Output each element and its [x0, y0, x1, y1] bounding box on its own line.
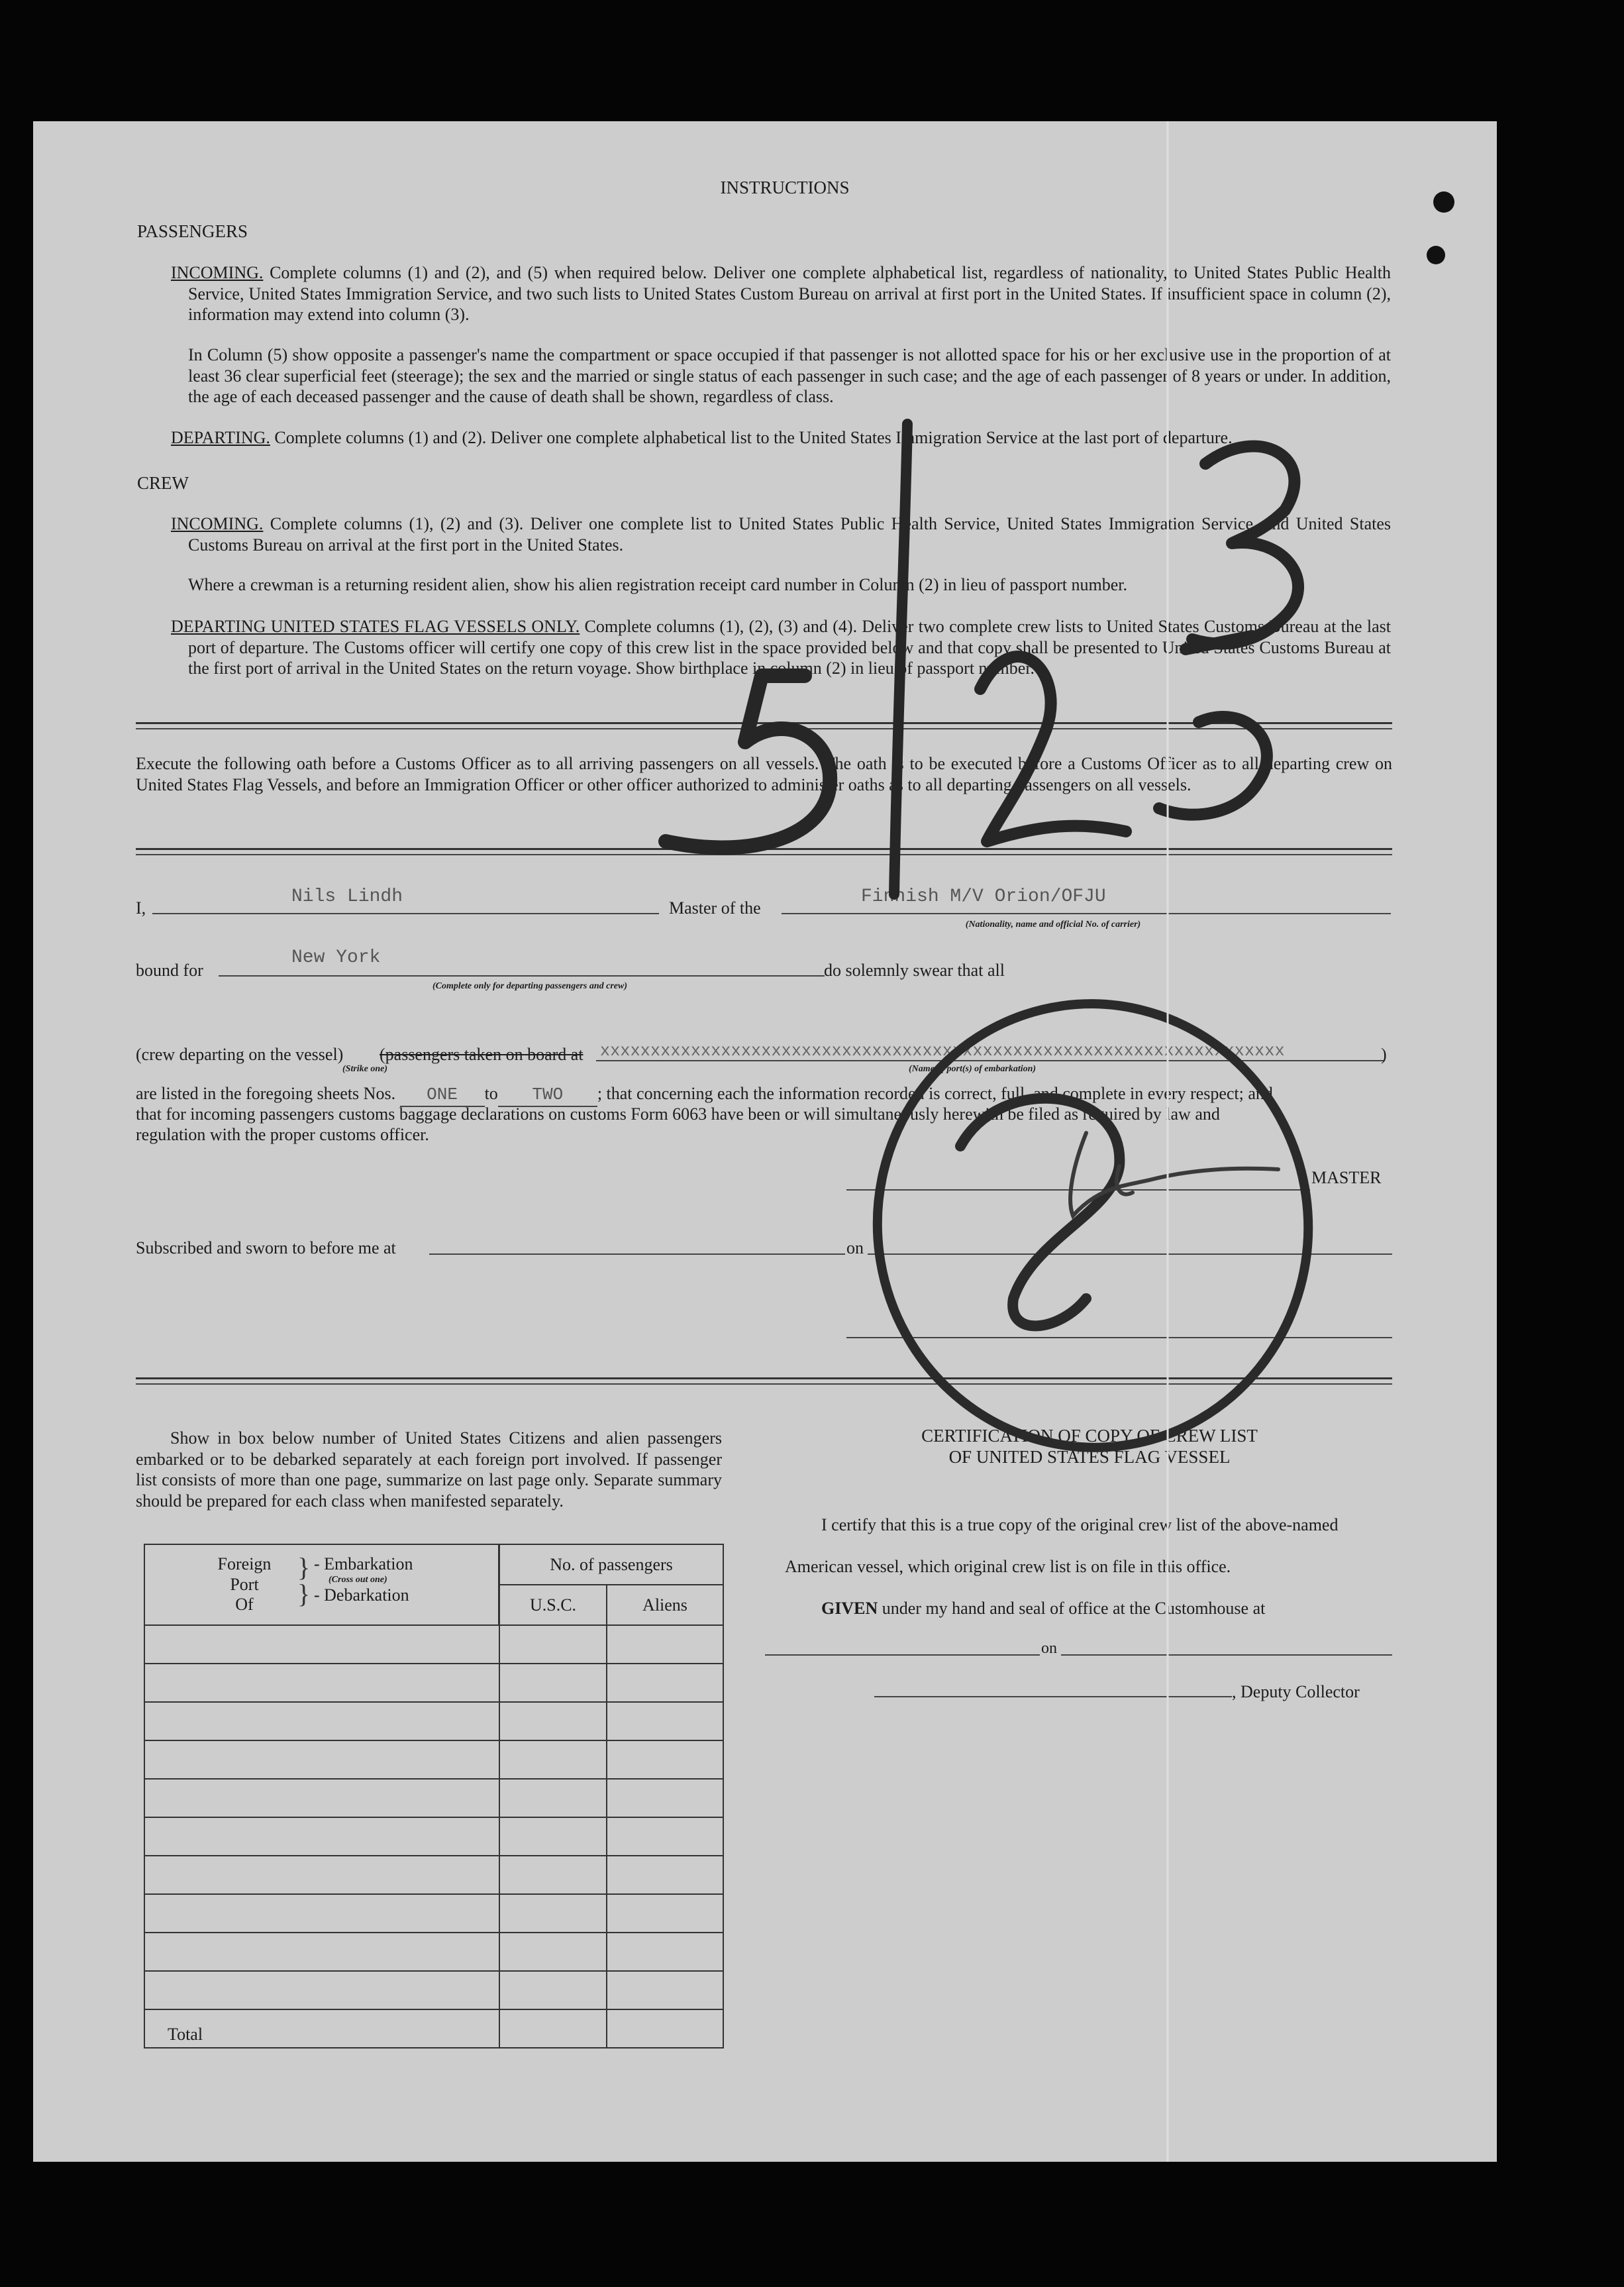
table-row-total	[144, 2009, 723, 2048]
deputy-collector-label: , Deputy Collector	[1232, 1682, 1360, 1701]
sheets-text-1: ; that concerning each the information recorded is correct, full, and complete in every respect; and	[597, 1084, 1273, 1103]
swear-text: do solemnly swear that all	[824, 961, 1005, 980]
total-aliens-cell[interactable]	[607, 2009, 723, 2048]
port-caption: (Name of port(s) of embarkation)	[909, 1064, 1037, 1074]
table-cell-port[interactable]	[144, 1817, 499, 1856]
cross-out-caption: (Cross out one)	[329, 1574, 387, 1585]
foreign-port-header-2: Port	[230, 1574, 259, 1594]
strike-caption: (Strike one)	[342, 1064, 388, 1074]
crew-departing-label: DEPARTING UNITED STATES FLAG VESSELS ONLY.	[171, 617, 580, 636]
crew-departing-text: Complete columns (1), (2), (3) and (4). Deliver two complete crew lists to United States Customs Bureau at the last port of departure. The Customs officer will certify one copy of this crew list in the space provided below and that copy shall be presented to United States Customs Bureau at the first port of arrival in the United States on the return voyage. Show birthplace in column (2) in lieu of passport number.	[188, 617, 1392, 678]
table-cell-usc[interactable]	[499, 1779, 607, 1817]
table-row	[144, 1779, 723, 1817]
crew-heading: CREW	[137, 473, 189, 493]
table-cell-aliens[interactable]	[607, 1817, 723, 1856]
passengers-heading: PASSENGERS	[137, 221, 248, 241]
table-row	[144, 1817, 723, 1856]
foreign-port-header-1: Foreign	[217, 1554, 272, 1573]
table-cell-aliens[interactable]	[607, 1740, 723, 1779]
master-label: MASTER	[1311, 1168, 1382, 1187]
passengers-departing-label: DEPARTING.	[171, 428, 270, 447]
bound-for-caption: (Complete only for departing passengers and crew)	[432, 981, 627, 991]
sheets-line-2: that for incoming passengers customs baggage declarations on customs Form 6063 have been or will simultaneously herewith be filed as required by law and	[136, 1104, 1220, 1124]
subscribed-on-label: on	[846, 1238, 864, 1257]
oath-intro: Execute the following oath before a Customs Officer as to all arriving passengers on all vessels. The oath is to be executed before a Customs Officer as to all departing crew on United States Flag Vessels, and before an Immigration Officer or other officer authorized to administer oaths as to all departing passengers on all vessels.	[136, 754, 1392, 794]
table-cell-aliens[interactable]	[607, 1779, 723, 1817]
table-cell-port[interactable]	[144, 1625, 499, 1664]
master-name-line	[152, 913, 659, 914]
divider	[136, 848, 1392, 850]
table-cell-port[interactable]	[144, 1856, 499, 1894]
crew-incoming-label: INCOMING.	[171, 514, 264, 533]
table-cell-usc[interactable]	[499, 1817, 607, 1856]
table-cell-aliens[interactable]	[607, 1664, 723, 1702]
sheet-from-field: ONE	[427, 1085, 458, 1104]
port-field: xxxxxxxxxxxxxxxxxxxxxxxxxxxxxxxxxxxxxxxxxxxxxxxxxxxxxxxxxxxxxxxxxxxx	[600, 1041, 1285, 1061]
bound-for-line	[219, 975, 825, 977]
table-row	[144, 1894, 723, 1933]
master-signature-line	[846, 1189, 1310, 1191]
bound-for-field: New York	[291, 947, 381, 968]
aliens-header: Aliens	[607, 1585, 723, 1625]
passengers-departing-paragraph	[171, 427, 1391, 449]
table-cell-port[interactable]	[144, 1933, 499, 1971]
divider	[136, 1377, 1392, 1379]
table-row	[144, 1971, 723, 2009]
subscribed-label: Subscribed and sworn to before me at	[136, 1238, 396, 1257]
instructions-title: INSTRUCTIONS	[720, 178, 850, 197]
bound-for-label: bound for	[136, 961, 203, 980]
given-line	[821, 1598, 1265, 1619]
divider	[136, 722, 1392, 724]
table-cell-usc[interactable]	[499, 1856, 607, 1894]
certification-on-label: on	[1041, 1640, 1057, 1657]
table-cell-port[interactable]	[144, 1779, 499, 1817]
table-row	[144, 1740, 723, 1779]
debarkation-label: - Debarkation	[314, 1585, 409, 1605]
sheets-label: are listed in the foregoing sheets Nos.	[136, 1084, 396, 1103]
master-name-field: Nils Lindh	[291, 886, 403, 907]
table-cell-usc[interactable]	[499, 1664, 607, 1702]
master-of-label: Master of the	[669, 898, 761, 918]
crew-departing-option: (crew departing on the vessel)	[136, 1045, 344, 1064]
table-cell-aliens[interactable]	[607, 1625, 723, 1664]
subscribed-date-line	[868, 1253, 1392, 1255]
subscribed-place-line	[429, 1253, 845, 1255]
to-label: to	[484, 1084, 498, 1103]
oath-i-label: I,	[136, 898, 146, 918]
table-cell-aliens[interactable]	[607, 1702, 723, 1740]
divider	[136, 854, 1392, 855]
table-cell-usc[interactable]	[499, 1625, 607, 1664]
table-cell-usc[interactable]	[499, 1894, 607, 1933]
usc-header: U.S.C.	[499, 1585, 607, 1625]
table-cell-usc[interactable]	[499, 1971, 607, 2009]
table-row	[144, 1702, 723, 1740]
table-cell-aliens[interactable]	[607, 1856, 723, 1894]
table-cell-port[interactable]	[144, 1664, 499, 1702]
foreign-port-header-3: Of	[235, 1595, 254, 1615]
table-row	[144, 1664, 723, 1702]
total-label: Total	[144, 2009, 499, 2048]
passengers-incoming-text: Complete columns (1) and (2), and (5) when required below. Deliver one complete alphabetical list, regardless of nationality, to United States Public Health Service, United States Immigration Service, and two such lists to United States Custom Bureau on arrival at first port in the United States. If insufficient space in column (2), information may extend into column (3).	[188, 263, 1391, 325]
crew-incoming-paragraph	[171, 513, 1392, 555]
table-row	[144, 1933, 723, 1971]
deputy-signature-line	[874, 1696, 1232, 1697]
embarkation-label: - Embarkation	[314, 1554, 413, 1573]
crew-departing-paragraph	[171, 616, 1392, 679]
table-cell-aliens[interactable]	[607, 1933, 723, 1971]
divider	[136, 728, 1392, 729]
crew-incoming-text: Complete columns (1), (2) and (3). Deliver one complete list to United States Public Health Service, United States Immigration Service, and United States Customs Bureau on arrival at the first port in the United States.	[188, 514, 1392, 555]
sheet-to-field: TWO	[532, 1085, 564, 1104]
certification-title-2: OF UNITED STATES FLAG VESSEL	[948, 1447, 1231, 1467]
officer-signature-line	[846, 1337, 1392, 1338]
vessel-line	[782, 913, 1391, 914]
certification-date-line	[1061, 1654, 1392, 1656]
vessel-field: Finnish M/V Orion/OFJU	[861, 886, 1106, 907]
column5-paragraph: In Column (5) show opposite a passenger's name the compartment or space occupied if that passenger is not allotted space for his or her exclusive use in the proportion of at least 36 clear superficial feet (steerage); the sex and the married or single status of each passenger in such case; and the age of each passenger of 8 years or under. In addition, the age of each deceased passenger and the cause of death shall be shown, regardless of class.	[188, 345, 1391, 407]
total-usc-cell[interactable]	[499, 2009, 607, 2048]
passengers-incoming-label: INCOMING.	[171, 263, 264, 282]
table-cell-aliens[interactable]	[607, 1971, 723, 2009]
passenger-summary-table	[144, 1544, 724, 2048]
close-paren: )	[1381, 1045, 1387, 1064]
table-cell-port[interactable]	[144, 1971, 499, 2009]
table-cell-usc[interactable]	[499, 1740, 607, 1779]
brace-icon: } }	[297, 1552, 311, 1609]
certify-line-1: I certify that this is a true copy of the original crew list of the above-named	[821, 1515, 1339, 1534]
divider	[136, 1383, 1392, 1385]
summary-instructions: Show in box below number of United States Citizens and alien passengers embarked or to be debarked separately at each foreign port involved. If passenger list consists of more than one page, summarize on last page only. Separate summary should be prepared for each class when manifested separately.	[136, 1428, 722, 1511]
crewman-paragraph: Where a crewman is a returning resident alien, show his alien registration receipt card number in Column (2) in lieu of passport number.	[188, 575, 1128, 594]
no-passengers-header: No. of passengers	[499, 1544, 724, 1585]
certify-line-2: American vessel, which original crew list is on file in this office.	[785, 1557, 1231, 1576]
table-row	[144, 1625, 723, 1664]
sheets-line-3: regulation with the proper customs officer.	[136, 1125, 429, 1144]
given-bold: GIVEN	[821, 1599, 878, 1618]
customhouse-line	[765, 1654, 1040, 1656]
port-line	[596, 1060, 1384, 1061]
table-cell-usc[interactable]	[499, 1702, 607, 1740]
table-cell-aliens[interactable]	[607, 1894, 723, 1933]
passengers-option: (passengers taken on board at	[380, 1045, 584, 1064]
passengers-incoming-paragraph	[171, 262, 1391, 325]
foreign-port-header	[144, 1544, 499, 1625]
table-row	[144, 1856, 723, 1894]
table-cell-usc[interactable]	[499, 1933, 607, 1971]
table-cell-port[interactable]	[144, 1894, 499, 1933]
certification-title-1: CERTIFICATION OF COPY OF CREW LIST	[921, 1426, 1258, 1446]
table-cell-port[interactable]	[144, 1740, 499, 1779]
passengers-departing-text: Complete columns (1) and (2). Deliver one complete alphabetical list to the United States Immigration Service at the last port of departure.	[274, 428, 1233, 447]
vessel-caption: (Nationality, name and official No. of carrier)	[965, 920, 1141, 930]
given-rest: under my hand and seal of office at the Customhouse at	[882, 1599, 1266, 1618]
table-cell-port[interactable]	[144, 1702, 499, 1740]
